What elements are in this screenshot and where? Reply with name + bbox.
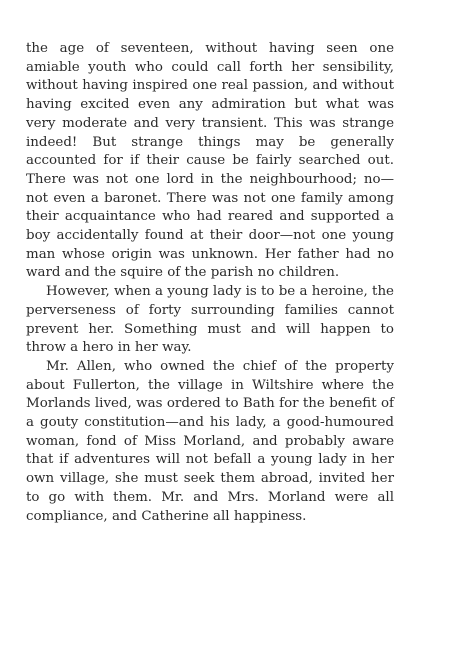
paragraph-mr-allen: Mr. Allen, who owned the chief of the property about Fullerton, the village in Wiltshire where the Morlands lived, was ordered to Bath for the benefit of a gouty constitution—and his lady, a good-humoured woman, fond of Miss Morland, and probably aware that if adventures will not befall a young lady in her own village, she must seek them abroad, invited her to go with them. Mr. and Mrs. Morland were all compliance, and Catherine all happiness. (26, 358, 394, 524)
paragraph-heroine: However, when a young lady is to be a heroine, the perverseness of forty surrounding families cannot prevent her. Something must and will happen to throw a hero in her way. (26, 284, 394, 356)
page-body (26, 40, 394, 526)
paragraph-continuation: the age of seventeen, without having seen one amiable youth who could call forth her sensibility, without having inspired one real passion, and without having excited even any admiration but what was very moderate and very transient. This was strange indeed! But strange things may be generally accounted for if their cause be fairly searched out. There was not one lord in the neighbourhood; no—not even a baronet. There was not one family among their acquaintance who had reared and supported a boy accidentally found at their door—not one young man whose origin was unknown. Her father had no ward and the squire of the parish no children. (26, 41, 394, 281)
